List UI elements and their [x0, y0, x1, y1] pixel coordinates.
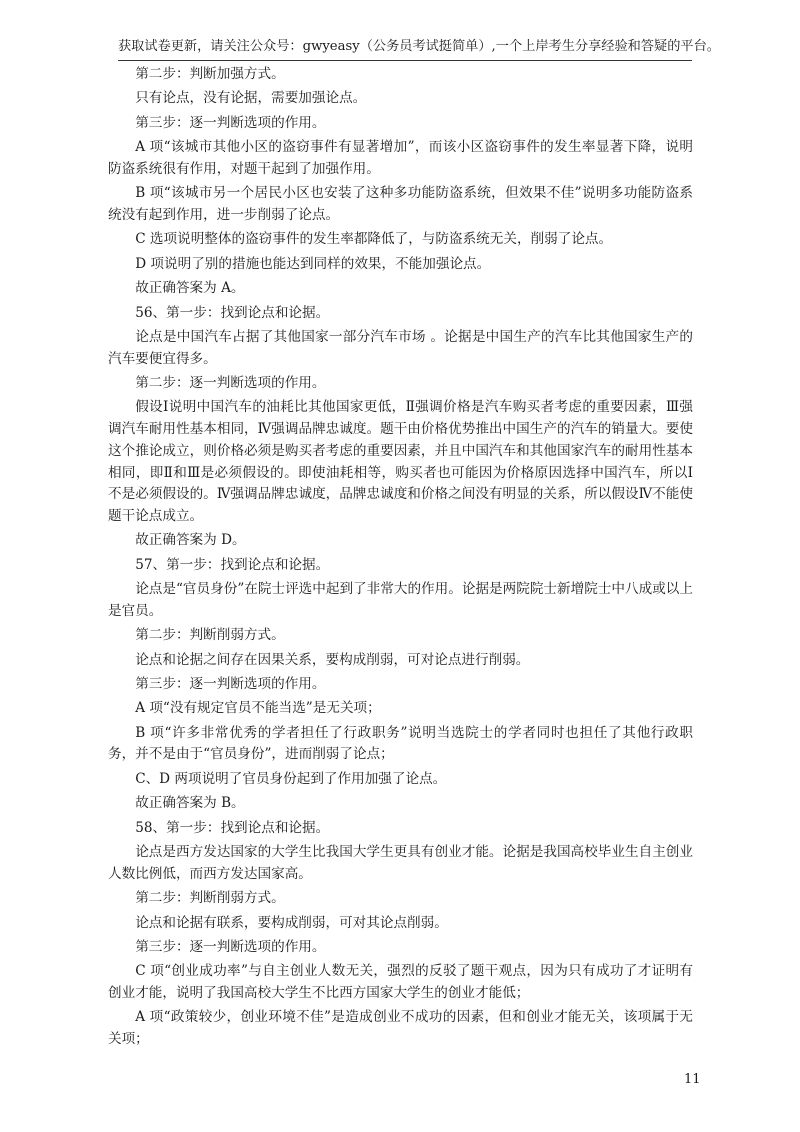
page-number: 11	[684, 1072, 701, 1087]
paragraph: 第二步：逐一判断选项的作用。	[135, 375, 326, 392]
question-heading: 56、第一步：找到论点和论据。	[135, 304, 330, 321]
header-divider	[118, 60, 692, 61]
paragraph: 第二步：判断削弱方式。	[135, 627, 285, 644]
paragraph: C、D 两项说明了官员身份起到了作用加强了论点。	[135, 770, 447, 787]
paragraph: 第二步：判断加强方式。	[135, 66, 285, 82]
paragraph: 只有论点，没有论据，需要加强论点。	[135, 90, 367, 107]
paragraph: 论点和论据之间存在因果关系，要构成削弱，可对论点进行削弱。	[135, 651, 530, 668]
page-header: 获取试卷更新，请关注公众号：gwyeasy（公务员考试挺简单）,一个上岸考生分享经验和答疑的平台。	[118, 39, 720, 54]
paragraph: 第三步：逐一判断选项的作用。	[135, 675, 326, 692]
paragraph: D 项说明了别的措施也能达到同样的效果，不能加强论点。	[135, 255, 491, 272]
paragraph: 第二步：判断削弱方式。	[135, 890, 285, 907]
question-heading: 58、第一步：找到论点和论据。	[135, 819, 330, 836]
paragraph: B 项“该城市另一个居民小区也安装了这种多功能防盗系统，但效果不佳”说明多功能防盗系统没有起到作用，进一步削弱了论点。	[108, 185, 693, 223]
paragraph: 第三步：逐一判断选项的作用。	[135, 114, 326, 131]
answer-line: 故正确答案为 D。	[135, 532, 246, 549]
body-text	[108, 64, 693, 1053]
paragraph: A 项“该城市其他小区的盗窃事件有显著增加”，而该小区盗窃事件的发生率显著下降，说明防盗系统很有作用，对题干起到了加强作用。	[108, 139, 693, 177]
paragraph: C 选项说明整体的盗窃事件的发生率都降低了，与防盗系统无关，削弱了论点。	[135, 231, 613, 248]
paragraph: 论点是“官员身份”在院士评选中起到了非常大的作用。论据是两院院士新增院士中八成或以上是官员。	[108, 581, 693, 619]
paragraph: A 项“政策较少，创业环境不佳”是造成创业不成功的因素，但和创业才能无关，该项属于无关项；	[108, 1009, 693, 1048]
paragraph: A 项“没有规定官员不能当选”是无关项；	[135, 700, 381, 717]
paragraph: 论点是西方发达国家的大学生比我国大学生更具有创业才能。论据是我国高校毕业生自主创业人数比例低，而西方发达国家高。	[108, 844, 693, 882]
paragraph: C 项“创业成功率”与自主创业人数无关，强烈的反驳了题干观点，因为只有成功了才证明有创业才能，说明了我国高校大学生不比西方国家大学生的创业才能低；	[108, 963, 693, 1001]
paragraph: 论点和论据有联系，要构成削弱，可对其论点削弱。	[135, 914, 448, 931]
paragraph: 假设Ⅰ说明中国汽车的油耗比其他国家更低，Ⅱ强调价格是汽车购买者考虑的重要因素，Ⅲ强调汽车耐用性基本相同，Ⅳ强调品牌忠诚度。题干由价格优势推出中国生产的汽车的销量大。要使这个推论成立，则价格必须是购买者考虑的重要因素，并且中国汽车和其他国家汽车的耐用性基本相同，即Ⅱ和Ⅲ是必须假设的。即使油耗相等，购买者也可能因为价格原因选择中国汽车，所以Ⅰ不是必须假设的。Ⅳ强调品牌忠诚度，品牌忠诚度和价格之间没有明显的关系，所以假设Ⅳ不能使题干论点成立。	[108, 399, 693, 524]
paragraph: 论点是中国汽车占据了其他国家一部分汽车市场 。论据是中国生产的汽车比其他国家生产的汽车要便宜得多。	[108, 328, 693, 367]
answer-line: 故正确答案为 A。	[135, 280, 245, 297]
question-heading: 57、第一步：找到论点和论据。	[135, 556, 330, 573]
paragraph: B 项“许多非常优秀的学者担任了行政职务”说明当选院士的学者同时也担任了其他行政职务，并不是由于“官员身份”，进而削弱了论点；	[108, 724, 693, 763]
paragraph: 第三步：逐一判断选项的作用。	[135, 938, 326, 955]
answer-line: 故正确答案为 B。	[135, 795, 245, 812]
